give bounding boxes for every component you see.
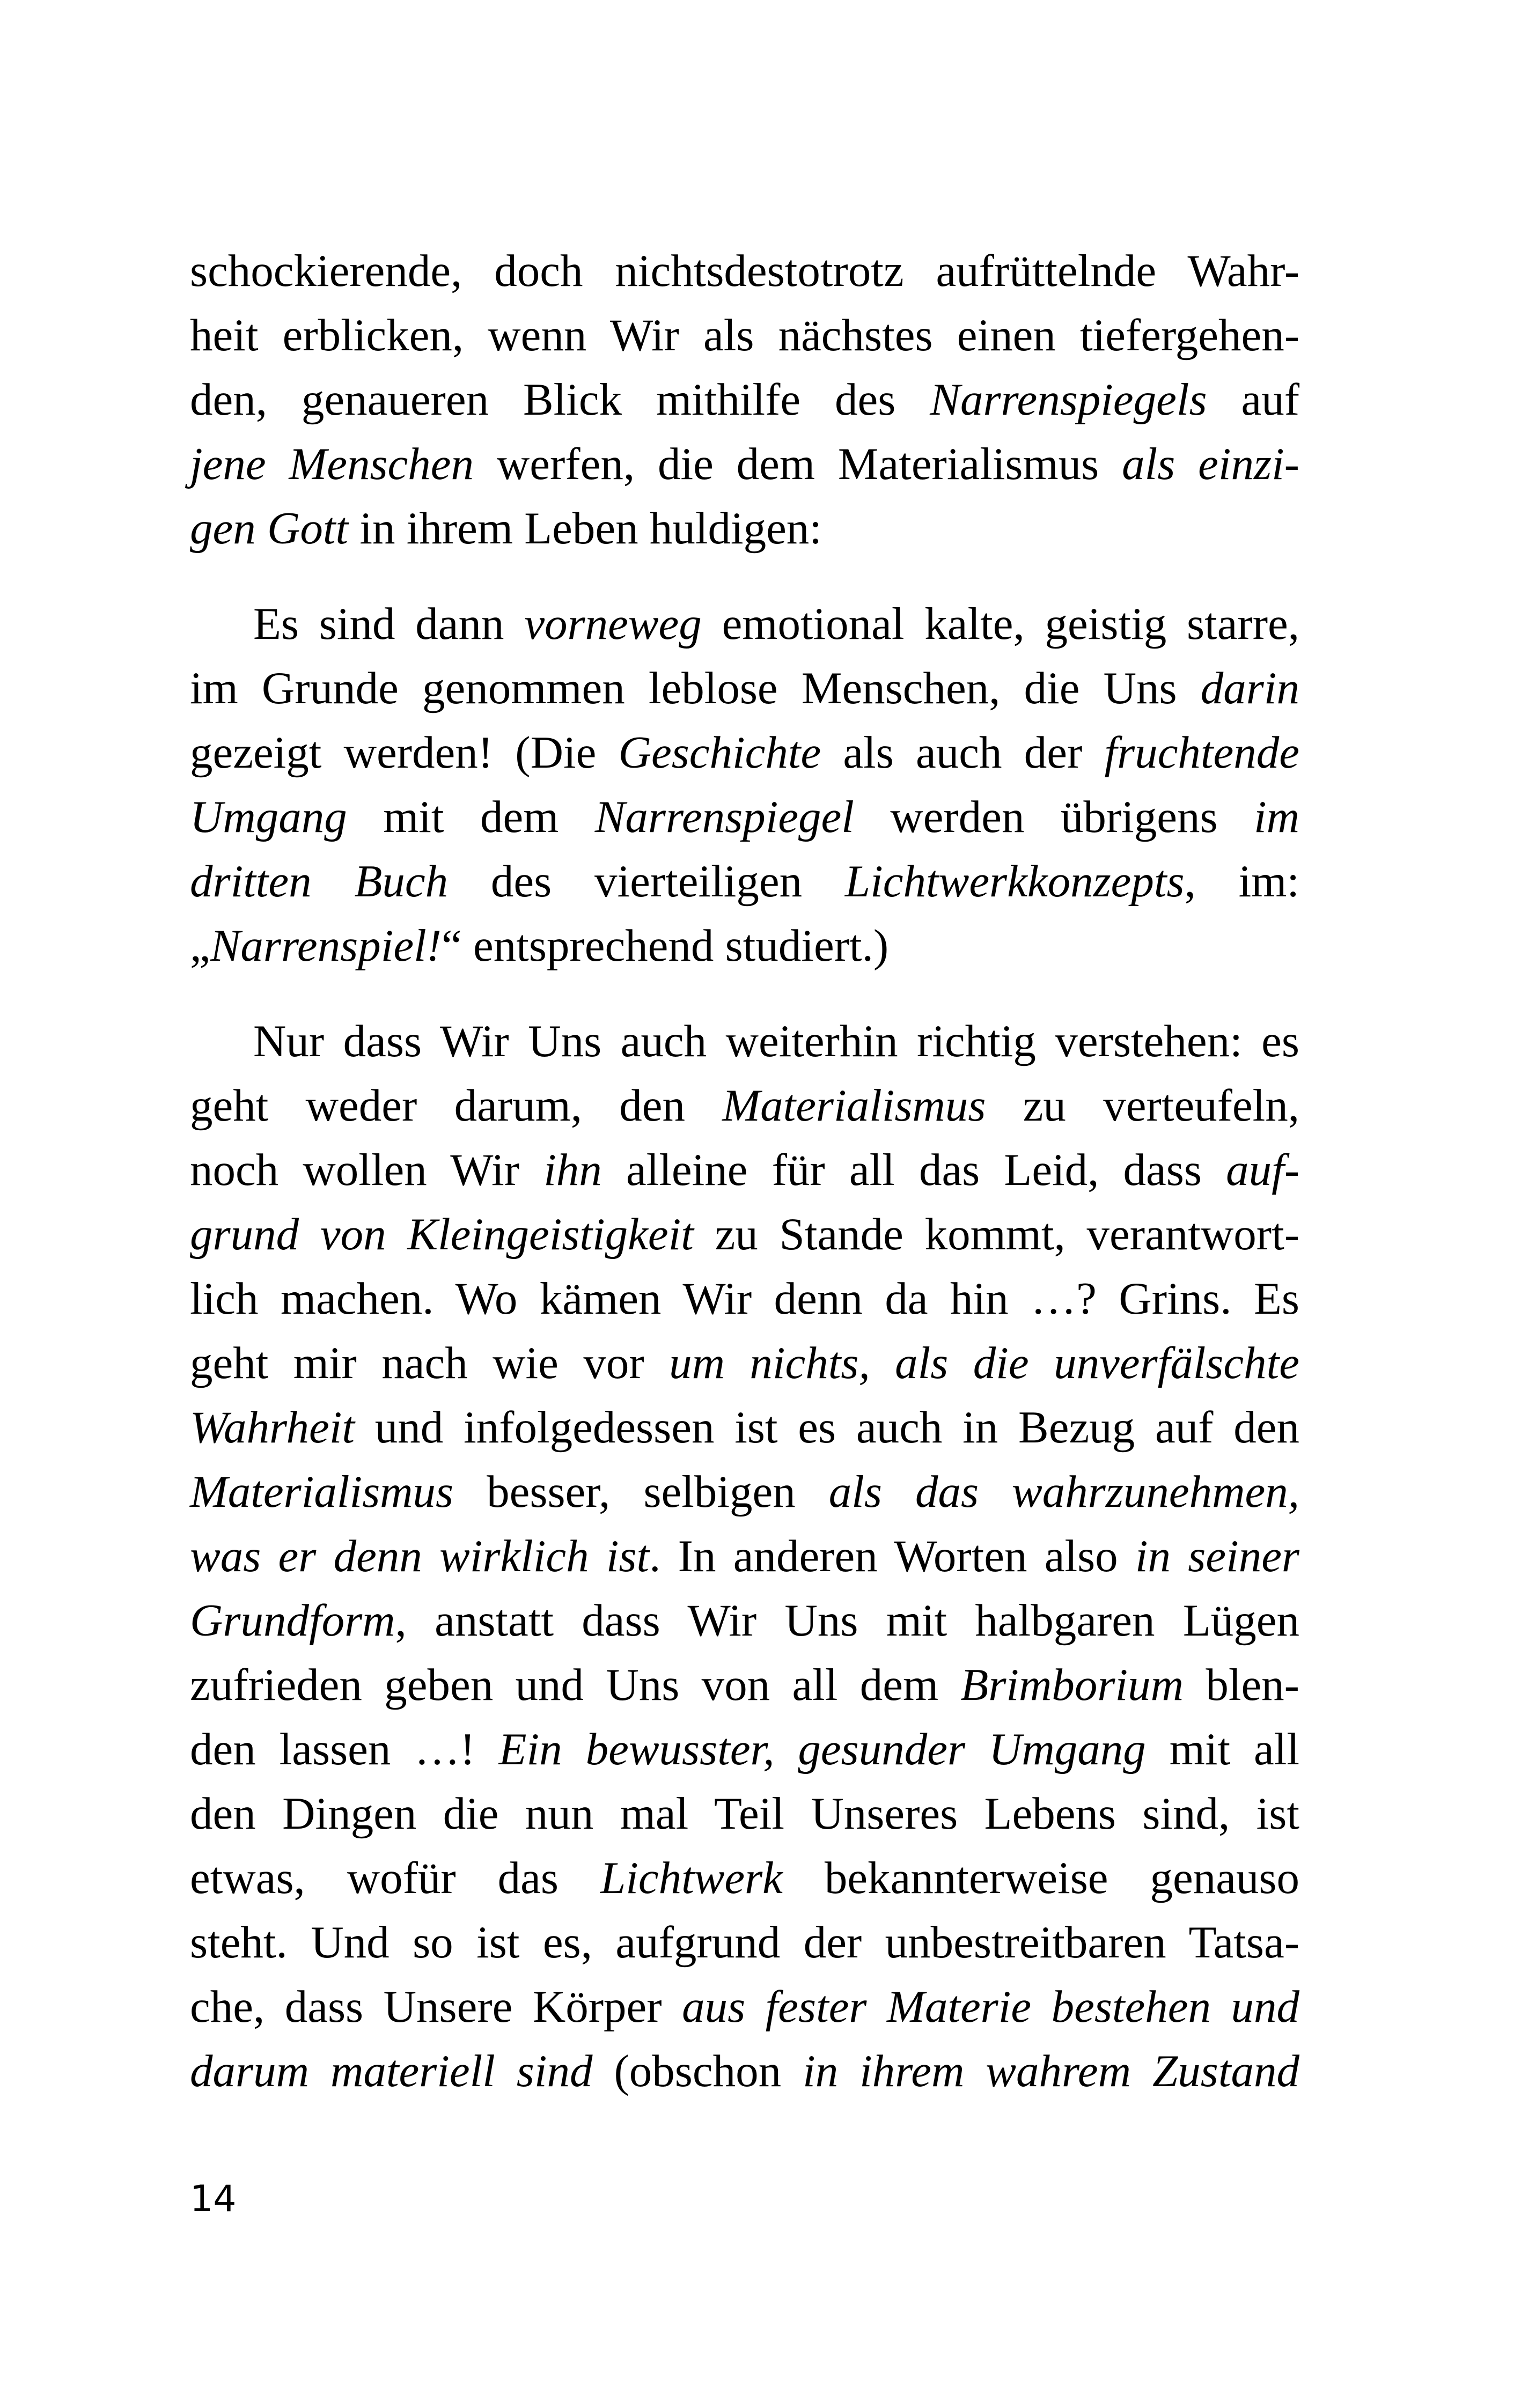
text-run: als auch der xyxy=(821,727,1105,778)
text-run: geht mir nach wie vor xyxy=(190,1338,670,1388)
text-line xyxy=(190,1073,1299,1138)
text-line xyxy=(190,914,1299,978)
italic-run: was er denn wirklich ist xyxy=(190,1531,650,1581)
text-run: , im: xyxy=(1184,856,1299,907)
italic-run: grund von Kleingeistigkeit xyxy=(190,1209,694,1260)
text-line xyxy=(190,1266,1299,1331)
text-run: zufrieden geben und Uns von all dem xyxy=(190,1660,961,1710)
text-line xyxy=(190,656,1299,720)
italic-run: aus fester Materie bestehen und xyxy=(682,1982,1299,2032)
text-run: etwas, wofür das xyxy=(190,1853,600,1903)
italic-run: Umgang xyxy=(190,792,347,842)
text-run: werden übrigens xyxy=(854,792,1254,842)
text-run: lich machen. Wo kämen Wir denn da hin …? Grins. Es xyxy=(190,1273,1299,1324)
text-run: „ xyxy=(190,921,210,971)
italic-run: im xyxy=(1254,792,1299,842)
italic-run: Brimborium xyxy=(960,1660,1184,1710)
text-line xyxy=(190,1781,1299,1846)
text-run: blen- xyxy=(1184,1660,1299,1710)
text-run: mit dem xyxy=(347,792,595,842)
text-line xyxy=(190,1717,1299,1781)
text-line xyxy=(190,720,1299,785)
text-run: emotional kalte, geistig starre, xyxy=(701,599,1300,649)
text-line xyxy=(190,1138,1299,1202)
italic-run: als das wahrzunehmen, xyxy=(828,1467,1299,1517)
paragraph xyxy=(190,592,1299,978)
italic-run: darin xyxy=(1200,663,1299,713)
text-line xyxy=(190,592,1299,656)
text-line xyxy=(190,1588,1299,1653)
text-line xyxy=(190,1975,1299,2039)
text-line xyxy=(190,1846,1299,1910)
italic-run: Lichtwerkkonzepts xyxy=(844,856,1185,907)
text-line xyxy=(190,1910,1299,1975)
text-run: zu Stande kommt, verantwort- xyxy=(693,1209,1299,1260)
text-line xyxy=(190,1395,1299,1460)
text-run: im Grunde genommen leblose Menschen, die Uns xyxy=(190,663,1201,713)
text-run: den Dingen die nun mal Teil Unseres Lebens sind, ist xyxy=(190,1788,1299,1839)
italic-run: darum materiell sind xyxy=(190,2046,593,2096)
italic-run: als einzi- xyxy=(1122,439,1299,489)
text-run: “ entsprechend studiert.) xyxy=(442,921,889,971)
text-run: des vierteiligen xyxy=(448,856,845,907)
text-run: , anstatt dass Wir Uns mit halbgaren Lügen xyxy=(395,1595,1299,1646)
text-line xyxy=(190,1524,1299,1588)
text-run: che, dass Unsere Körper xyxy=(190,1982,682,2032)
text-run: mit all xyxy=(1145,1724,1299,1774)
text-run: werfen, die dem Materialismus xyxy=(474,439,1122,489)
text-line xyxy=(190,367,1299,432)
text-run: in ihrem Leben huldigen: xyxy=(348,503,822,554)
italic-run: Materialismus xyxy=(722,1080,986,1131)
text-run: den, genaueren Blick mithilfe des xyxy=(190,374,930,425)
italic-run: fruchtende xyxy=(1104,727,1299,778)
text-run: Nur dass Wir Uns auch weiterhin richtig verstehen: es xyxy=(253,1016,1299,1066)
text-line xyxy=(190,2039,1299,2103)
text-run: und infolgedessen ist es auch in Bezug auf den xyxy=(355,1402,1299,1453)
text-run: zu verteufeln, xyxy=(986,1080,1299,1131)
text-run: den lassen …! xyxy=(190,1724,499,1774)
text-run: auf xyxy=(1207,374,1299,425)
italic-run: Narrenspiegel xyxy=(594,792,854,842)
italic-run: ihn xyxy=(543,1145,602,1195)
text-run: bekannterweise genauso xyxy=(782,1853,1299,1903)
text-run: gezeigt werden! (Die xyxy=(190,727,619,778)
italic-run: um nichts, als die unverfälschte xyxy=(669,1338,1299,1388)
italic-run: in seiner xyxy=(1135,1531,1299,1581)
body-text xyxy=(190,239,1299,2103)
text-line xyxy=(190,1202,1299,1266)
italic-run: Wahrheit xyxy=(190,1402,355,1453)
text-line xyxy=(190,303,1299,367)
text-run: Es sind dann xyxy=(253,599,525,649)
text-run: (obschon xyxy=(592,2046,803,2096)
text-run: . In anderen Worten also xyxy=(649,1531,1135,1581)
italic-run: Narrenspiegels xyxy=(930,374,1207,425)
text-run: geht weder darum, den xyxy=(190,1080,723,1131)
italic-run: Ein bewusster, gesunder Umgang xyxy=(498,1724,1146,1774)
italic-run: Materialismus xyxy=(190,1467,454,1517)
italic-run: Geschichte xyxy=(618,727,821,778)
paragraph xyxy=(190,239,1299,561)
text-line xyxy=(190,239,1299,303)
text-line xyxy=(190,1460,1299,1524)
page-number: 14 xyxy=(190,2178,237,2220)
italic-run: gen Gott xyxy=(190,503,349,554)
italic-run: Lichtwerk xyxy=(600,1853,783,1903)
italic-run: in ihrem wahrem Zustand xyxy=(803,2046,1299,2096)
text-line xyxy=(190,849,1299,914)
text-line xyxy=(190,1653,1299,1717)
italic-run: dritten Buch xyxy=(190,856,449,907)
text-run: schockierende, doch nichtsdestotrotz aufrüttelnde Wahr- xyxy=(190,246,1299,296)
text-line xyxy=(190,1009,1299,1073)
text-run: besser, selbigen xyxy=(453,1467,829,1517)
text-line xyxy=(190,1331,1299,1395)
italic-run: Grundform xyxy=(190,1595,395,1646)
text-line xyxy=(190,785,1299,849)
italic-run: auf- xyxy=(1226,1145,1299,1195)
text-line xyxy=(190,496,1299,561)
italic-run: vorneweg xyxy=(524,599,702,649)
text-run: noch wollen Wir xyxy=(190,1145,544,1195)
text-run: steht. Und so ist es, aufgrund der unbestreitbaren Tatsa- xyxy=(190,1917,1299,1968)
text-run: heit erblicken, wenn Wir als nächstes einen tiefergehen- xyxy=(190,310,1299,360)
text-line xyxy=(190,432,1299,496)
italic-run: Narrenspiel! xyxy=(210,921,442,971)
italic-run: jene Menschen xyxy=(190,439,474,489)
text-run: alleine für all das Leid, dass xyxy=(601,1145,1226,1195)
paragraph xyxy=(190,1009,1299,2103)
